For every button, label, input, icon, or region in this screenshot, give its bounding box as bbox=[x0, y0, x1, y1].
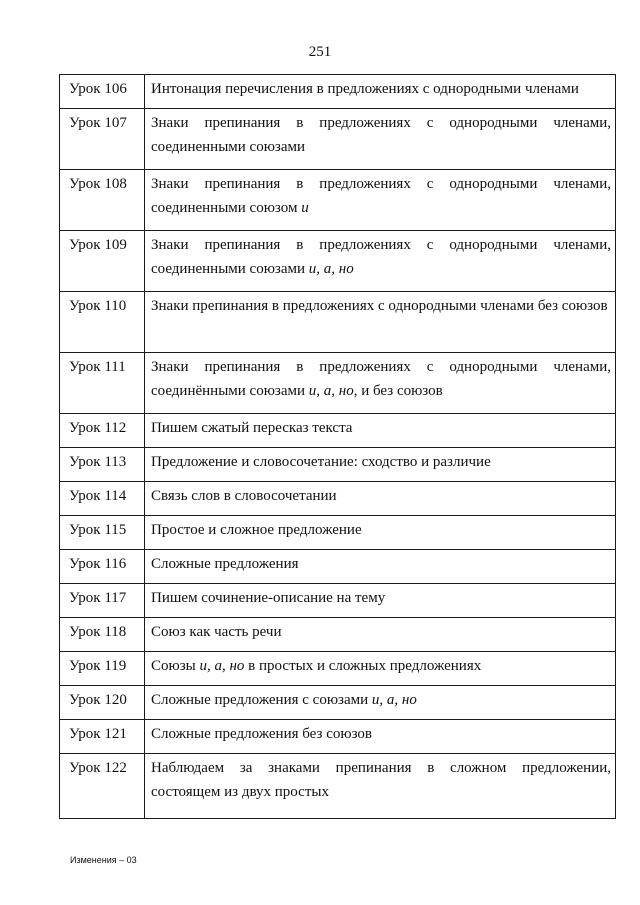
lesson-title-text: Сложные предложения с союзами bbox=[151, 692, 372, 708]
table-row bbox=[60, 584, 616, 618]
lesson-title-text-end: , и без союзов bbox=[353, 383, 443, 399]
lesson-title bbox=[145, 170, 616, 231]
lesson-title: Знаки препинания в предложениях с однородными членами без союзов bbox=[145, 292, 616, 353]
lesson-title: Сложные предложения bbox=[145, 550, 616, 584]
lesson-title: Наблюдаем за знаками препинания в сложном предложении, состоящем из двух простых bbox=[145, 754, 616, 819]
lesson-title-text: Знаки препинания в предложениях с однородными членами, соединенными союзом bbox=[151, 176, 611, 216]
lesson-number: Урок 106 bbox=[60, 75, 145, 109]
lesson-title-text: Союзы bbox=[151, 658, 200, 674]
page-number: 251 bbox=[308, 44, 332, 60]
lesson-number: Урок 119 bbox=[60, 652, 145, 686]
lesson-title-conjunctions: и bbox=[301, 200, 309, 216]
lesson-title bbox=[145, 686, 616, 720]
lesson-title: Простое и сложное предложение bbox=[145, 516, 616, 550]
table-row bbox=[60, 652, 616, 686]
lesson-number: Урок 122 bbox=[60, 754, 145, 819]
table-row bbox=[60, 516, 616, 550]
table-row bbox=[60, 686, 616, 720]
lesson-title: Связь слов в словосочетании bbox=[145, 482, 616, 516]
lesson-title: Союз как часть речи bbox=[145, 618, 616, 652]
lesson-title: Пишем сжатый пересказ текста bbox=[145, 414, 616, 448]
lesson-number: Урок 111 bbox=[60, 353, 145, 414]
lesson-title-conjunctions: и, а, но bbox=[308, 383, 354, 399]
lesson-title-conjunctions: и, а, но bbox=[199, 658, 245, 674]
lesson-number: Урок 116 bbox=[60, 550, 145, 584]
lesson-number: Урок 113 bbox=[60, 448, 145, 482]
lesson-title bbox=[145, 231, 616, 292]
lesson-number: Урок 114 bbox=[60, 482, 145, 516]
table-row bbox=[60, 414, 616, 448]
table-row bbox=[60, 292, 616, 353]
table-row bbox=[60, 550, 616, 584]
footer-revision: Изменения – 03 bbox=[70, 855, 137, 865]
lesson-title-conjunctions: и, а, но bbox=[371, 692, 417, 708]
table-row bbox=[60, 170, 616, 231]
table-row bbox=[60, 231, 616, 292]
table-row bbox=[60, 754, 616, 819]
table-row bbox=[60, 75, 616, 109]
lesson-number: Урок 109 bbox=[60, 231, 145, 292]
lesson-number: Урок 108 bbox=[60, 170, 145, 231]
lessons-table bbox=[59, 74, 616, 819]
lesson-title: Интонация перечисления в предложениях с однородными членами bbox=[145, 75, 616, 109]
table-row bbox=[60, 109, 616, 170]
lesson-title-conjunctions: и, а, но bbox=[308, 261, 354, 277]
lesson-number: Урок 112 bbox=[60, 414, 145, 448]
table-row bbox=[60, 353, 616, 414]
lesson-title-text-end: в простых и сложных предложениях bbox=[244, 658, 482, 674]
lesson-number: Урок 118 bbox=[60, 618, 145, 652]
table-row bbox=[60, 482, 616, 516]
lesson-title-text: Знаки препинания в предложениях с однородными членами, соединёнными союзами bbox=[151, 359, 611, 399]
lesson-number: Урок 107 bbox=[60, 109, 145, 170]
lesson-number: Урок 121 bbox=[60, 720, 145, 754]
lesson-title-text: Знаки препинания в предложениях с однородными членами, соединенными союзами bbox=[151, 237, 611, 277]
lesson-title bbox=[145, 353, 616, 414]
lesson-number: Урок 110 bbox=[60, 292, 145, 353]
lesson-number: Урок 120 bbox=[60, 686, 145, 720]
lesson-title: Знаки препинания в предложениях с однородными членами, соединенными союзами bbox=[145, 109, 616, 170]
lesson-title: Предложение и словосочетание: сходство и различие bbox=[145, 448, 616, 482]
lesson-number: Урок 117 bbox=[60, 584, 145, 618]
lesson-title bbox=[145, 652, 616, 686]
lesson-number: Урок 115 bbox=[60, 516, 145, 550]
table-row bbox=[60, 720, 616, 754]
lesson-title: Пишем сочинение-описание на тему bbox=[145, 584, 616, 618]
table-row bbox=[60, 618, 616, 652]
table-row bbox=[60, 448, 616, 482]
lesson-title: Сложные предложения без союзов bbox=[145, 720, 616, 754]
